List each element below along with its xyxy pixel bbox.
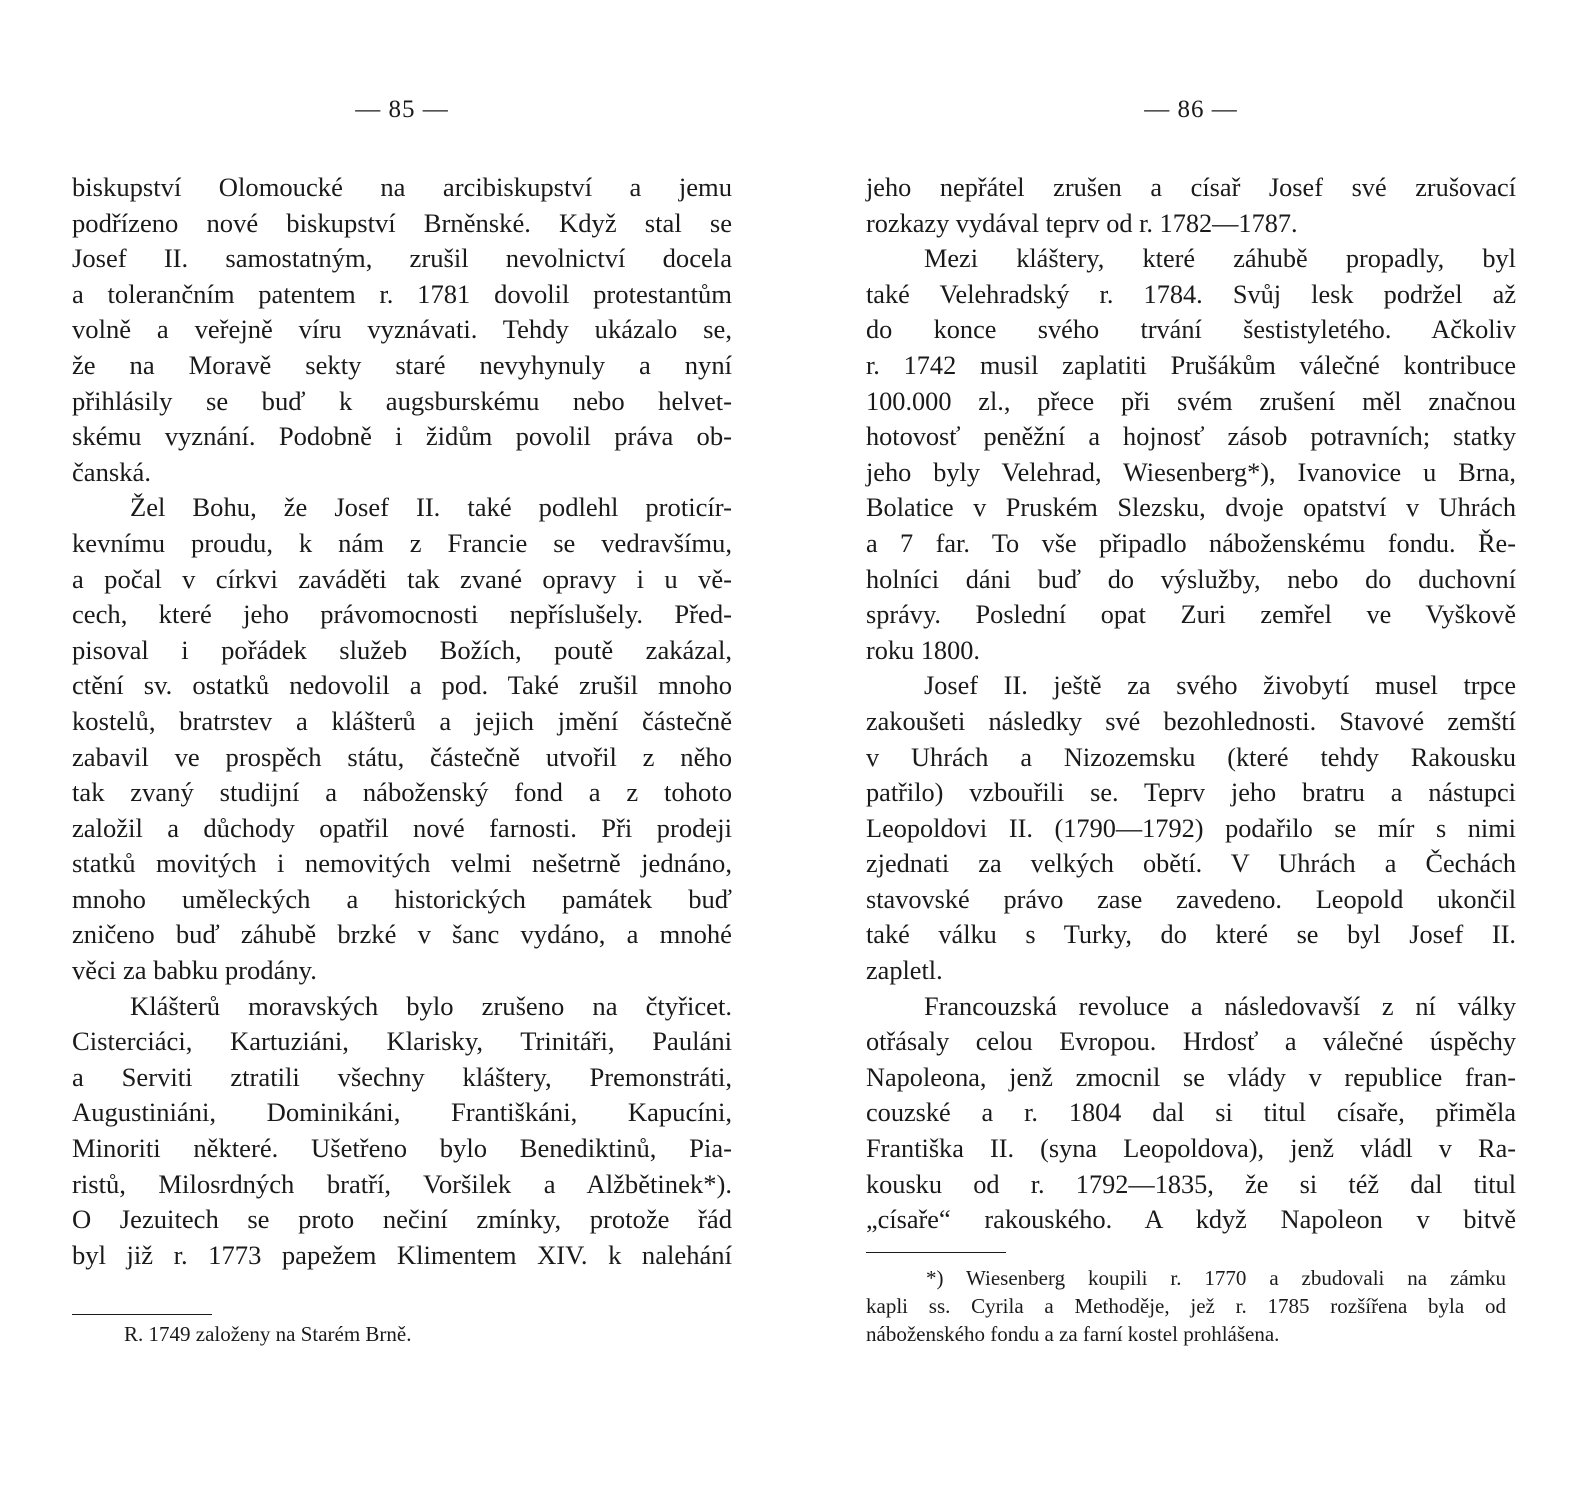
text-line: hotovosť peněžní a hojnosť zásob potravních; statky	[866, 422, 1516, 452]
text-line: jeho byly Velehrad, Wiesenberg*), Ivanovice u Brna,	[866, 457, 1516, 487]
text-line: Augustiniáni, Dominikáni, Františkáni, Kapucíni,	[72, 1097, 732, 1128]
text-line: a Serviti ztratili všechny kláštery, Premonstráti,	[72, 1061, 732, 1092]
text-line: *) Wiesenberg koupili r. 1770 a zbudovali na zámku	[926, 1266, 1506, 1290]
text-line: zjednati za velkých obětí. V Uhrách a Čechách	[866, 849, 1516, 879]
footnote	[866, 1264, 1506, 1348]
text-line: Bolatice v Pruském Slezsku, dvoje opatství v Uhrách	[866, 493, 1516, 523]
text-line: skému vyznání. Podobně i židům povolil práva ob-	[72, 421, 732, 452]
page-number: — 85 —	[355, 96, 449, 123]
text-line: zabavil ve prospěch státu, částečně utvořil z něho	[72, 741, 732, 772]
text-line: roku 1800.	[866, 635, 980, 665]
text-line: čanská.	[72, 456, 152, 487]
text-line: byl již r. 1773 papežem Klimentem XIV. k nalehání	[72, 1239, 732, 1270]
footnote-rule	[72, 1314, 212, 1315]
text-line: mnoho uměleckých a historických památek buď	[72, 883, 732, 914]
text-line: Mezi kláštery, které záhubě propadly, byl	[924, 244, 1516, 274]
text-line: také Velehradský r. 1784. Svůj lesk podržel až	[866, 279, 1516, 309]
page-number: — 86 —	[1144, 96, 1238, 123]
text-line: Leopoldovi II. (1790—1792) podařilo se mír s nimi	[866, 813, 1516, 843]
text-line: 100.000 zl., přece při svém zrušení měl značnou	[866, 386, 1516, 416]
text-line: kapli ss. Cyrila a Methoděje, jež r. 1785 rozšířena byla od	[866, 1294, 1506, 1318]
footnote-line: R. 1749 založeny na Starém Brně.	[124, 1322, 412, 1346]
text-line: zničeno buď záhubě brzké v šanc vydáno, a mnohé	[72, 919, 732, 950]
text-line: ctění sv. ostatků nedovolil a pod. Také zrušil mnoho	[72, 670, 732, 701]
text-line: a tolerančním patentem r. 1781 dovolil protestantům	[72, 278, 732, 309]
text-line: Josef II. ještě za svého živobytí musel trpce	[924, 671, 1516, 701]
text-line: ristů, Milosrdných bratří, Voršilek a Alžbětinek*).	[72, 1168, 732, 1199]
text-line: rozkazy vydával teprv od r. 1782—1787.	[866, 208, 1298, 238]
text-line: biskupství Olomoucké na arcibiskupství a jemu	[72, 172, 732, 202]
text-line: náboženského fondu a za farní kostel prohlášena.	[866, 1322, 1280, 1346]
body-text	[866, 170, 1516, 1238]
text-line: jeho nepřátel zrušen a císař Josef své zrušovací	[866, 173, 1516, 202]
text-line: kevnímu proudu, k nám z Francie se vedravšímu,	[72, 527, 732, 558]
text-line: Napoleona, jenž zmocnil se vlády v republice fran-	[866, 1062, 1516, 1092]
text-line: r. 1742 musil zaplatiti Prušákům válečné kontribuce	[866, 350, 1516, 380]
text-line: kousku od r. 1792—1835, že si též dal titul	[866, 1169, 1516, 1199]
text-line: zakoušeti následky své bezohlednosti. Stavové zemští	[866, 706, 1516, 736]
text-line: Francouzská revoluce a následovavší z ní války	[924, 991, 1516, 1021]
text-line: věci za babku prodány.	[72, 955, 317, 986]
text-line: tak zvaný studijní a náboženský fond a z tohoto	[72, 777, 732, 808]
text-line: zapletl.	[866, 956, 943, 986]
text-line: Minoriti některé. Ušetřeno bylo Benediktinů, Pia-	[72, 1133, 732, 1164]
text-line: stavovské právo zase zavedeno. Leopold ukončil	[866, 884, 1516, 914]
text-line: Františka II. (syna Leopoldova), jenž vládl v Ra-	[866, 1134, 1516, 1164]
text-line: kostelů, bratrstev a klášterů a jejich jmění částečně	[72, 705, 732, 736]
text-line: přihlásily se buď k augsburskému nebo helvet-	[72, 385, 732, 416]
text-line: správy. Poslední opat Zuri zemřel ve Vyškově	[866, 600, 1516, 630]
text-line: podřízeno nové biskupství Brněnské. Když stal se	[72, 207, 732, 238]
footnote-rule	[866, 1252, 1006, 1253]
text-line: holníci dáni buď do výslužby, nebo do duchovní	[866, 564, 1516, 594]
text-line: O Jezuitech se proto nečiní zmínky, protože řád	[72, 1204, 732, 1235]
text-line: volně a veřejně víru vyznávati. Tehdy ukázalo se,	[72, 314, 732, 345]
text-line: v Uhrách a Nizozemsku (které tehdy Rakousku	[866, 742, 1516, 772]
text-line: couzské a r. 1804 dal si titul císaře, přiměla	[866, 1098, 1516, 1128]
text-line: do konce svého trvání šestistyletého. Ačkoliv	[866, 315, 1516, 345]
text-line: že na Moravě sekty staré nevyhynuly a nyní	[72, 349, 732, 380]
text-line: cech, které jeho právomocnosti nepříslušely. Před-	[72, 599, 732, 630]
text-line: a počal v církvi zaváděti tak zvané opravy i u vě-	[72, 563, 732, 594]
text-line: Josef II. samostatným, zrušil nevolnictví docela	[72, 243, 732, 274]
text-line: otřásaly celou Evropou. Hrdosť a válečné úspěchy	[866, 1027, 1516, 1057]
text-line: patřilo) vzbouřili se. Teprv jeho bratru a nástupci	[866, 778, 1516, 808]
text-line: pisoval i pořádek služeb Božích, poutě zakázal,	[72, 634, 732, 665]
text-line: Klášterů moravských bylo zrušeno na čtyřicet.	[130, 990, 732, 1021]
text-line: také válku s Turky, do které se byl Josef II.	[866, 920, 1516, 950]
text-line: a 7 far. To vše připadlo náboženskému fondu. Ře-	[866, 528, 1516, 558]
text-line: Žel Bohu, že Josef II. také podlehl proticír-	[130, 492, 732, 523]
text-line: „císaře“ rakouského. A když Napoleon v bitvě	[866, 1205, 1516, 1235]
body-text	[72, 170, 732, 1273]
text-line: statků movitých i nemovitých velmi nešetrně jednáno,	[72, 848, 732, 879]
text-line: Cisterciáci, Kartuziáni, Klarisky, Trinitáři, Pauláni	[72, 1026, 732, 1057]
text-line: založil a důchody opatřil nové farnosti. Při prodeji	[72, 812, 732, 843]
footnote	[124, 1320, 412, 1348]
